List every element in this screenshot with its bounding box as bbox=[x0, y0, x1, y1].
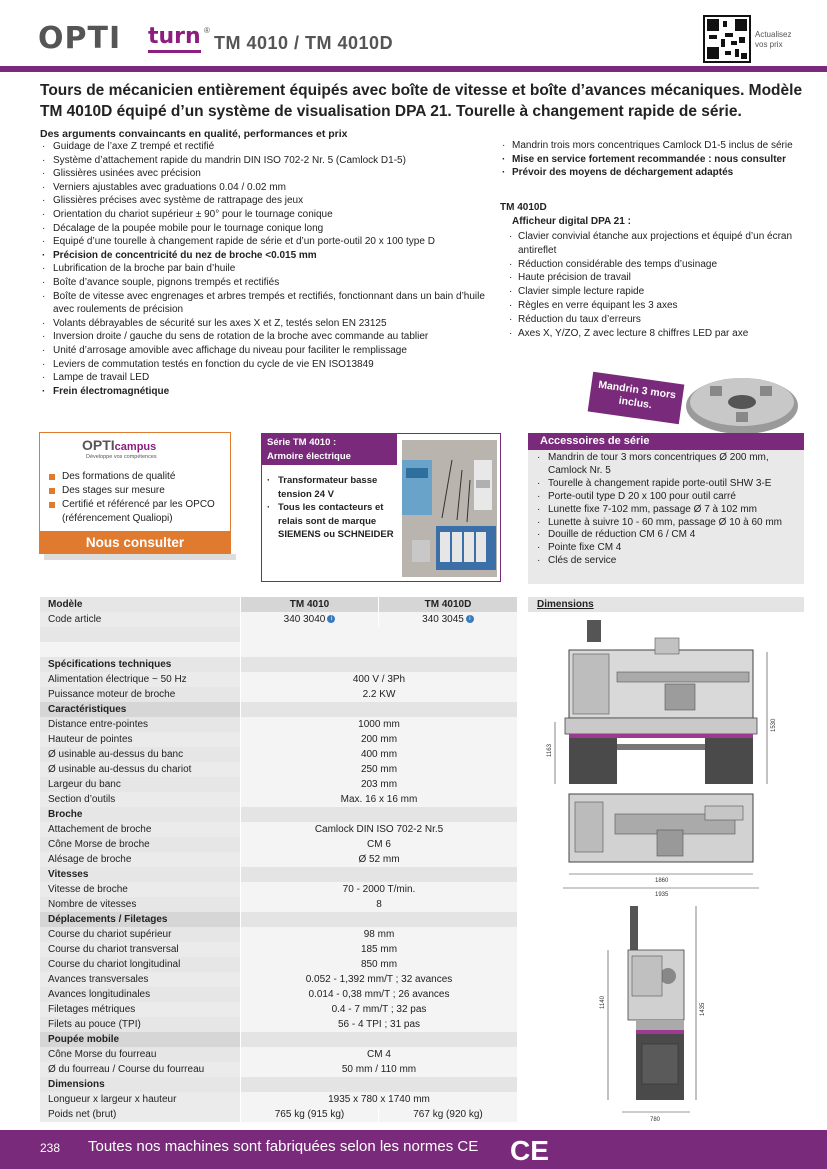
list-item: · Lubrification de la broche par bain d’huile bbox=[40, 262, 490, 276]
table-row bbox=[40, 882, 517, 897]
list-item: · Glissières précises avec système de rattrapage des jeux bbox=[40, 194, 490, 208]
list-item: · Lunette à suivre 10 - 60 mm, passage Ø 10 à 60 mm bbox=[536, 517, 806, 530]
spec-label: Course du chariot transversal bbox=[40, 942, 241, 957]
chuck-tag: Mandrin 3 mors inclus. bbox=[588, 372, 685, 424]
features-title: Des arguments convaincants en qualité, performances et prix bbox=[40, 128, 348, 140]
spec-label: Section d’outils bbox=[40, 792, 241, 807]
spec-label: Avances transversales bbox=[40, 972, 241, 987]
list-item: · Boîte d’avance souple, pignons trempés et rectifiés bbox=[40, 276, 490, 290]
table-row bbox=[40, 987, 517, 1002]
list-item: · Réduction considérable des temps d’usinage bbox=[507, 258, 807, 272]
spec-value bbox=[241, 702, 517, 717]
list-item: · Douille de réduction CM 6 / CM 4 bbox=[536, 529, 806, 542]
list-item: · Réduction du taux d’erreurs bbox=[507, 313, 807, 327]
table-row bbox=[40, 822, 517, 837]
chuck-image bbox=[680, 372, 800, 434]
spec-label: Ø du fourreau / Course du fourreau bbox=[40, 1062, 241, 1077]
list-item: · Décalage de la poupée mobile pour le tournage conique long bbox=[40, 222, 490, 236]
list-item: Certifié et référencé par les OPCO (référencement Qualiopi) bbox=[48, 498, 228, 526]
list-item: · Axes X, Y/ZO, Z avec lecture 8 chiffres LED par axe bbox=[507, 327, 807, 341]
list-item: · Mandrin de tour 3 mors concentriques Ø 200 mm, Camlock Nr. 5 bbox=[536, 452, 806, 478]
spec-label: Cône Morse du fourreau bbox=[40, 1047, 241, 1062]
spec-label: Distance entre-pointes bbox=[40, 717, 241, 732]
spec-label: Cône Morse de broche bbox=[40, 837, 241, 852]
list-item: · Système d’attachement rapide du mandrin DIN ISO 702-2 Nr. 5 (Camlock D1-5) bbox=[40, 154, 490, 168]
code-model1-value: 340 3040 bbox=[283, 614, 326, 625]
spec-value bbox=[241, 1032, 517, 1047]
spec-label: Filetages métriques bbox=[40, 1002, 241, 1017]
code-model2-value: 340 3045 bbox=[422, 614, 464, 625]
front-height-right-label: 1530 bbox=[771, 718, 777, 732]
spec-weight-model2: 767 kg (920 kg) bbox=[379, 1107, 517, 1122]
dimensions-title[interactable]: Dimensions bbox=[537, 599, 594, 610]
spec-value: 200 mm bbox=[241, 732, 517, 747]
table-row bbox=[40, 777, 517, 792]
brand-logo-opti: OPTI bbox=[38, 21, 122, 56]
spec-label: Poupée mobile bbox=[40, 1032, 241, 1047]
headline: Tours de mécanicien entièrement équipés avec boîte de vitesse et boîte d’avances mécaniques. Modèle TM 4010D équipé d’un système de visualisation DPA 21. Tourelle à changement rapide de série. bbox=[40, 82, 803, 120]
table-row bbox=[40, 1062, 517, 1077]
spec-value: 185 mm bbox=[241, 942, 517, 957]
spec-value: 1000 mm bbox=[241, 717, 517, 732]
list-item: Des stages sur mesure bbox=[48, 484, 228, 498]
list-item: · Orientation du chariot supérieur ± 90° pour le tournage conique bbox=[40, 208, 490, 222]
spec-value bbox=[241, 1077, 517, 1092]
serie-list bbox=[266, 474, 406, 542]
model-title: TM 4010 / TM 4010D bbox=[214, 33, 394, 53]
page-number: 238 bbox=[40, 1141, 61, 1155]
list-item: · Boîte de vitesse avec engrenages et arbres trempés et rectifiés, fonctionnant dans un bain d’huile avec roulements de précision bbox=[40, 290, 490, 317]
table-row bbox=[40, 837, 517, 852]
brand-logo-turn: turn bbox=[148, 24, 201, 53]
list-item: · Frein électromagnétique bbox=[40, 385, 490, 399]
spec-label: Vitesses bbox=[40, 867, 241, 882]
spec-label: Course du chariot supérieur bbox=[40, 927, 241, 942]
dpa-feature-list bbox=[507, 230, 807, 340]
list-item: · Porte-outil type D 20 x 100 pour outil carré bbox=[536, 491, 806, 504]
list-item: · Tourelle à changement rapide porte-outil SHW 3-E bbox=[536, 478, 806, 491]
spec-value: Camlock DIN ISO 702-2 Nr.5 bbox=[241, 822, 517, 837]
spec-value: 50 mm / 110 mm bbox=[241, 1062, 517, 1077]
spec-value: 70 - 2000 T/min. bbox=[241, 882, 517, 897]
spec-label: Alimentation électrique ~ 50 Hz bbox=[40, 672, 241, 687]
spec-header-model2: TM 4010D bbox=[379, 597, 517, 612]
list-item: · Clés de service bbox=[536, 555, 806, 568]
spec-value: CM 4 bbox=[241, 1047, 517, 1062]
list-item: Des formations de qualité bbox=[48, 470, 228, 484]
spec-weight-label: Poids net (brut) bbox=[40, 1107, 241, 1122]
spec-weight-model1: 765 kg (915 kg) bbox=[241, 1107, 379, 1122]
spec-label: Largeur du banc bbox=[40, 777, 241, 792]
list-item: · Clavier convivial étanche aux projections et équipé d’un écran antireflet bbox=[507, 230, 807, 258]
right-feature-list bbox=[500, 139, 820, 180]
spec-label: Vitesse de broche bbox=[40, 882, 241, 897]
table-row bbox=[40, 1017, 517, 1032]
spec-value: 98 mm bbox=[241, 927, 517, 942]
campus-logo-campus: campus bbox=[114, 441, 157, 453]
list-item: · Equipé d’une tourelle à changement rapide de série et d’un porte-outil 20 x 100 type D bbox=[40, 235, 490, 249]
spec-code-model1 bbox=[241, 612, 379, 627]
spec-blank-row bbox=[40, 642, 517, 657]
serie-heading-line1: Série TM 4010 : bbox=[267, 437, 337, 448]
features-list bbox=[40, 140, 490, 398]
list-item: · Lunette fixe 7-102 mm, passage Ø 7 à 102 mm bbox=[536, 504, 806, 517]
spec-value: 400 V / 3Ph bbox=[241, 672, 517, 687]
table-row bbox=[40, 957, 517, 972]
spec-value bbox=[241, 867, 517, 882]
list-item: · Clavier simple lecture rapide bbox=[507, 285, 807, 299]
spec-label: Broche bbox=[40, 807, 241, 822]
campus-logo bbox=[82, 437, 156, 453]
serie-heading bbox=[262, 434, 397, 465]
front-length-outer-label: 1935 bbox=[655, 892, 669, 898]
accessories-title: Accessoires de série bbox=[528, 433, 804, 450]
list-item: · Glissières usinées avec précision bbox=[40, 167, 490, 181]
spec-label: Caractéristiques bbox=[40, 702, 241, 717]
table-row bbox=[40, 687, 517, 702]
spec-section-row bbox=[40, 1077, 517, 1092]
spec-label: Hauteur de pointes bbox=[40, 732, 241, 747]
spec-weight-row bbox=[40, 1107, 517, 1122]
list-item: · Prévoir des moyens de déchargement adaptés bbox=[500, 166, 820, 180]
electrical-cabinet-image bbox=[402, 440, 497, 577]
table-row bbox=[40, 672, 517, 687]
spec-label: Dimensions bbox=[40, 1077, 241, 1092]
spec-section-row bbox=[40, 912, 517, 927]
side-height-right-label: 1435 bbox=[700, 1002, 706, 1016]
spec-label: Avances longitudinales bbox=[40, 987, 241, 1002]
campus-tagline: Développe vos compétences bbox=[86, 454, 157, 460]
table-row bbox=[40, 897, 517, 912]
spec-value: 2.2 KW bbox=[241, 687, 517, 702]
spec-label: Ø usinable au-dessus du banc bbox=[40, 747, 241, 762]
list-item: · Tous les contacteurs et relais sont de marque SIEMENS ou SCHNEIDER bbox=[266, 501, 406, 542]
list-item: · Haute précision de travail bbox=[507, 271, 807, 285]
qr-note: Actualisez vos prix bbox=[755, 30, 792, 49]
spec-header-label: Modèle bbox=[40, 597, 241, 612]
spec-label: Puissance moteur de broche bbox=[40, 687, 241, 702]
list-item: · Mise en service fortement recommandée : nous consulter bbox=[500, 153, 820, 167]
info-icon[interactable]: i bbox=[466, 615, 474, 623]
spec-code-label: Code article bbox=[40, 612, 241, 627]
spec-value: 850 mm bbox=[241, 957, 517, 972]
qr-code-icon[interactable] bbox=[703, 15, 751, 63]
spec-header-model1: TM 4010 bbox=[241, 597, 379, 612]
spec-value: 0.014 - 0,38 mm/T ; 26 avances bbox=[241, 987, 517, 1002]
table-row bbox=[40, 852, 517, 867]
list-item: · Verniers ajustables avec graduations 0.04 / 0.02 mm bbox=[40, 181, 490, 195]
list-item: · Pointe fixe CM 4 bbox=[536, 542, 806, 555]
spec-value: 0.4 - 7 mm/T ; 32 pas bbox=[241, 1002, 517, 1017]
spec-value: CM 6 bbox=[241, 837, 517, 852]
list-item: · Leviers de commutation testés en fonction du cycle de vie EN ISO13849 bbox=[40, 358, 490, 372]
spec-value: Ø 52 mm bbox=[241, 852, 517, 867]
spec-label: Déplacements / Filetages bbox=[40, 912, 241, 927]
spec-value: 56 - 4 TPI ; 31 pas bbox=[241, 1017, 517, 1032]
spec-value bbox=[241, 912, 517, 927]
spec-code-model2 bbox=[379, 612, 517, 627]
front-length-inner-label: 1860 bbox=[655, 878, 669, 884]
table-row bbox=[40, 792, 517, 807]
list-item: · Précision de concentricité du nez de broche <0.015 mm bbox=[40, 249, 490, 263]
spec-table bbox=[40, 597, 517, 1122]
spec-label: Filets au pouce (TPI) bbox=[40, 1017, 241, 1032]
spec-label: Nombre de vitesses bbox=[40, 897, 241, 912]
side-width-label: 780 bbox=[650, 1117, 661, 1123]
side-view-drawing bbox=[592, 904, 714, 1126]
campus-logo-opti: OPTI bbox=[82, 437, 115, 453]
spec-value: 0.052 - 1,392 mm/T ; 32 avances bbox=[241, 972, 517, 987]
list-item: · Unité d’arrosage amovible avec affichage du niveau pour faciliter le remplissage bbox=[40, 344, 490, 358]
campus-list bbox=[48, 470, 228, 526]
table-row bbox=[40, 717, 517, 732]
spec-label: Ø usinable au-dessus du chariot bbox=[40, 762, 241, 777]
list-item: · Mandrin trois mors concentriques Camlock D1-5 inclus de série bbox=[500, 139, 820, 153]
front-height-left-label: 1163 bbox=[547, 744, 553, 757]
spec-label: Attachement de broche bbox=[40, 822, 241, 837]
list-item: · Guidage de l’axe Z trempé et rectifié bbox=[40, 140, 490, 154]
spec-value: 400 mm bbox=[241, 747, 517, 762]
list-item: · Transformateur basse tension 24 V bbox=[266, 474, 406, 501]
ce-mark-icon bbox=[508, 1133, 550, 1165]
spec-blank-row bbox=[40, 627, 517, 642]
registered-mark: ® bbox=[204, 26, 210, 35]
spec-value bbox=[241, 657, 517, 672]
footer-text: Toutes nos machines sont fabriquées selon les normes CE bbox=[88, 1138, 479, 1155]
table-row bbox=[40, 927, 517, 942]
table-row bbox=[40, 1047, 517, 1062]
list-item: · Règles en verre équipant les 3 axes bbox=[507, 299, 807, 313]
dpa-subtitle: Afficheur digital DPA 21 : bbox=[512, 216, 631, 227]
table-row bbox=[40, 747, 517, 762]
table-row bbox=[40, 1092, 517, 1107]
spec-label: Spécifications techniques bbox=[40, 657, 241, 672]
list-item: · Volants débrayables de sécurité sur les axes X et Z, testés selon EN 23125 bbox=[40, 317, 490, 331]
spec-value: 203 mm bbox=[241, 777, 517, 792]
spec-value: 1935 x 780 x 1740 mm bbox=[241, 1092, 517, 1107]
front-view-drawing bbox=[545, 612, 807, 902]
table-row bbox=[40, 732, 517, 747]
info-icon[interactable]: i bbox=[327, 615, 335, 623]
spec-value: 250 mm bbox=[241, 762, 517, 777]
spec-value bbox=[241, 807, 517, 822]
spec-code-row bbox=[40, 612, 517, 627]
spec-section-row bbox=[40, 1032, 517, 1047]
table-row bbox=[40, 972, 517, 987]
spec-label: Alésage de broche bbox=[40, 852, 241, 867]
list-item: · Lampe de travail LED bbox=[40, 371, 490, 385]
spec-value: 8 bbox=[241, 897, 517, 912]
header-bar bbox=[0, 66, 827, 72]
campus-shadow bbox=[44, 554, 236, 560]
spec-label: Course du chariot longitudinal bbox=[40, 957, 241, 972]
spec-section-row bbox=[40, 807, 517, 822]
spec-section-row bbox=[40, 867, 517, 882]
spec-value: Max. 16 x 16 mm bbox=[241, 792, 517, 807]
spec-header-row bbox=[40, 597, 517, 612]
contact-us-button[interactable]: Nous consulter bbox=[39, 531, 231, 554]
spec-label: Longueur x largeur x hauteur bbox=[40, 1092, 241, 1107]
dpa-model-title: TM 4010D bbox=[500, 202, 547, 213]
serie-heading-line2: Armoire électrique bbox=[267, 451, 351, 462]
spec-section-row bbox=[40, 657, 517, 672]
spec-rows bbox=[40, 657, 517, 1107]
accessories-list bbox=[536, 452, 806, 568]
table-row bbox=[40, 942, 517, 957]
list-item: · Inversion droite / gauche du sens de rotation de la broche avec commande au tablier bbox=[40, 330, 490, 344]
table-row bbox=[40, 1002, 517, 1017]
side-height-left-label: 1140 bbox=[600, 996, 606, 1009]
spec-section-row bbox=[40, 702, 517, 717]
ce-mark-text: CE bbox=[510, 1135, 549, 1165]
table-row bbox=[40, 762, 517, 777]
